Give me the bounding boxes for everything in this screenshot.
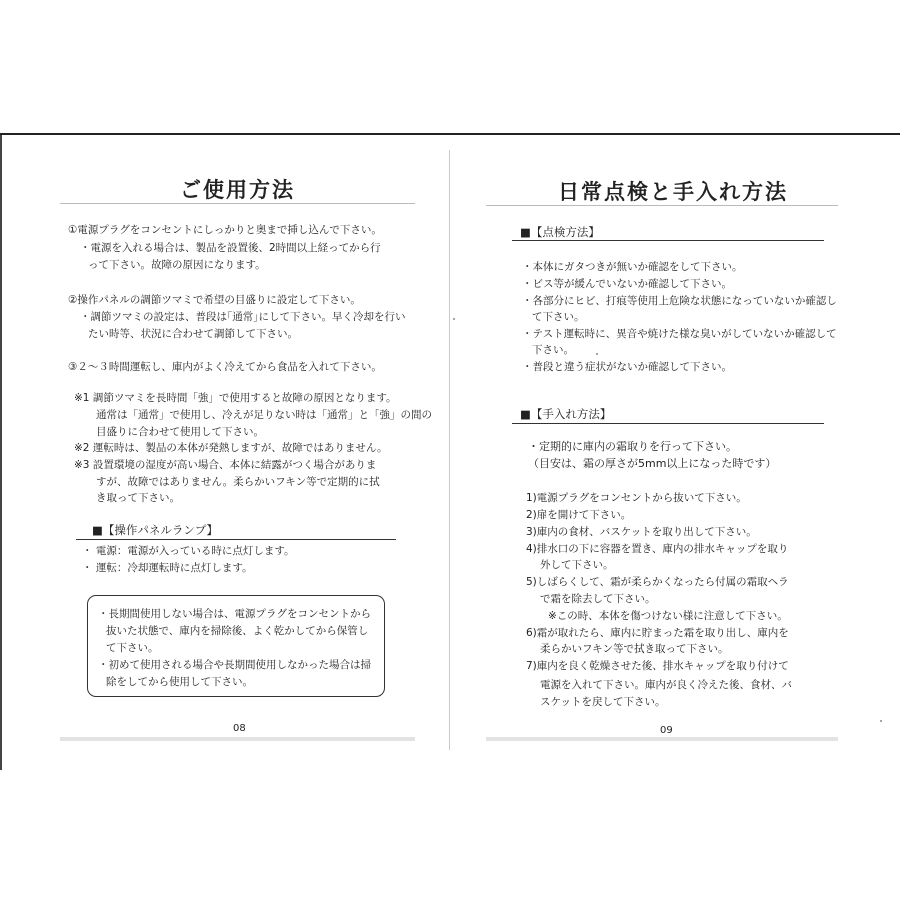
step-3: ③２～３時間運転し、庫内がよく冷えてから食品を入れて下さい。 — [68, 361, 382, 373]
note-3-line-2: すが、故障ではありません。柔らかいフキン等で定期的に拭 — [96, 476, 380, 488]
step-1-sub-2: って下さい。故障の原因になります。 — [88, 259, 266, 271]
step-1: ①電源プラグをコンセントにしっかりと奥まで挿し込んで下さい。 — [68, 224, 382, 236]
right-page-number: 09 — [660, 725, 673, 736]
inspect-2: ・ビス等が緩んでいないか確認して下さい。 — [522, 278, 732, 290]
right-page-title: 日常点検と手入れ方法 — [558, 180, 788, 204]
scan-speck — [596, 353, 598, 355]
care-step-5b: で霜を除去して下さい。 — [540, 593, 656, 605]
scan-speck — [453, 318, 455, 320]
left-footer-bar — [60, 737, 415, 741]
care-step-4b: 外して下さい。 — [540, 559, 614, 571]
care-step-4a: 4)排水口の下に容器を置き、庫内の排水キャップを取り — [526, 543, 789, 555]
left-page-number: 08 — [233, 723, 246, 734]
inspect-4: て下さい。 — [532, 311, 585, 323]
left-page-title: ご使用方法 — [180, 178, 295, 202]
scan-speck — [880, 720, 882, 722]
step-2-sub-1: ・調節ツマミの設定は、普段は｢通常｣にして下さい。早く冷却を行い — [80, 311, 406, 323]
care-intro-1: ・定期的に庫内の霜取りを行って下さい。 — [528, 440, 737, 453]
left-edge — [0, 135, 2, 770]
care-step-3: 3)庫内の食材、バスケットを取り出して下さい。 — [526, 526, 757, 538]
inspect-3: ・各部分にヒビ、打痕等使用上危険な状態になっていないか確認し — [522, 295, 837, 307]
inspect-1: ・本体にガタつきが無いか確認をして下さい。 — [522, 261, 743, 273]
care-step-7b: 電源を入れて下さい。庫内が良く冷えた後、食材、バ — [540, 679, 792, 691]
care-rule — [512, 423, 824, 424]
care-intro-2: （目安は、霜の厚さが5mm以上になった時です） — [528, 457, 777, 470]
note-3-line-3: き取って下さい。 — [96, 492, 180, 504]
care-step-7c: スケットを戻して下さい。 — [540, 696, 666, 708]
right-footer-bar — [486, 737, 838, 741]
inspect-7: ・普段と違う症状がないか確認して下さい。 — [522, 361, 732, 373]
step-2-sub-2: たい時等、状況に合わせて調節して下さい。 — [88, 328, 298, 340]
box-line-4: ・初めて使用される場合や長期間使用しなかった場合は掃 — [98, 659, 371, 671]
inspect-6: 下さい。 — [532, 344, 574, 356]
inspect-5: ・テスト運転時に、異音や焼けた様な臭いがしていないか確認して — [522, 328, 837, 340]
step-2: ②操作パネルの調節ツマミで希望の目盛りに設定して下さい。 — [68, 294, 361, 306]
box-line-3: て下さい。 — [106, 642, 159, 654]
lamp-power: ・ 電源：電源が入っている時に点灯します。 — [82, 545, 295, 557]
inspection-heading: ■【点検方法】 — [520, 225, 600, 239]
care-step-5a: 5)しばらくして、霜が柔らかくなったら付属の霜取ヘラ — [526, 576, 789, 588]
care-step-1: 1)電源プラグをコンセントから抜いて下さい。 — [526, 492, 747, 504]
panel-lamp-rule — [76, 539, 396, 540]
care-step-6b: 柔らかいフキン等で拭き取って下さい。 — [540, 643, 729, 655]
care-heading: ■【手入れ方法】 — [520, 407, 612, 421]
box-line-5: 除をしてから使用して下さい。 — [106, 676, 253, 688]
box-line-2: 抜いた状態で、庫内を掃除後、よく乾かしてから保管し — [106, 625, 369, 637]
note-1-line-3: 目盛りに合わせて使用して下さい。 — [96, 426, 264, 438]
page-fold — [449, 150, 450, 750]
care-step-2: 2)扉を開けて下さい。 — [526, 509, 632, 521]
note-1-line-1: ※1 調節ツマミを長時間「強」で使用すると故障の原因となります。 — [74, 392, 397, 404]
step-1-sub-1: ・電源を入れる場合は、製品を設置後、2時間以上経ってから行 — [80, 242, 381, 254]
lamp-run: ・ 運転：冷却運転時に点灯します。 — [82, 562, 253, 574]
box-line-1: ・長期間使用しない場合は、電源プラグをコンセントから — [98, 608, 371, 620]
note-2: ※2 運転時は、製品の本体が発熱しますが、故障ではありません。 — [74, 442, 388, 454]
right-title-rule — [486, 205, 838, 206]
care-step-7a: 7)庫内を良く乾燥させた後、排水キャップを取り付けて — [526, 660, 789, 672]
panel-lamp-heading: ■【操作パネルランプ】 — [92, 523, 218, 537]
care-step-5c: ※この時、本体を傷つけない様に注意して下さい。 — [548, 610, 788, 622]
left-title-rule — [60, 203, 415, 204]
note-3-line-1: ※3 設置環境の湿度が高い場合、本体に結露がつく場合がありま — [74, 459, 377, 471]
note-1-line-2: 通常は「通常」で使用し、冷えが足りない時は「通常」と「強」の間の — [96, 409, 432, 421]
inspection-rule — [512, 240, 824, 241]
care-step-6a: 6)霜が取れたら、庫内に貯まった霜を取り出し、庫内を — [526, 627, 789, 639]
